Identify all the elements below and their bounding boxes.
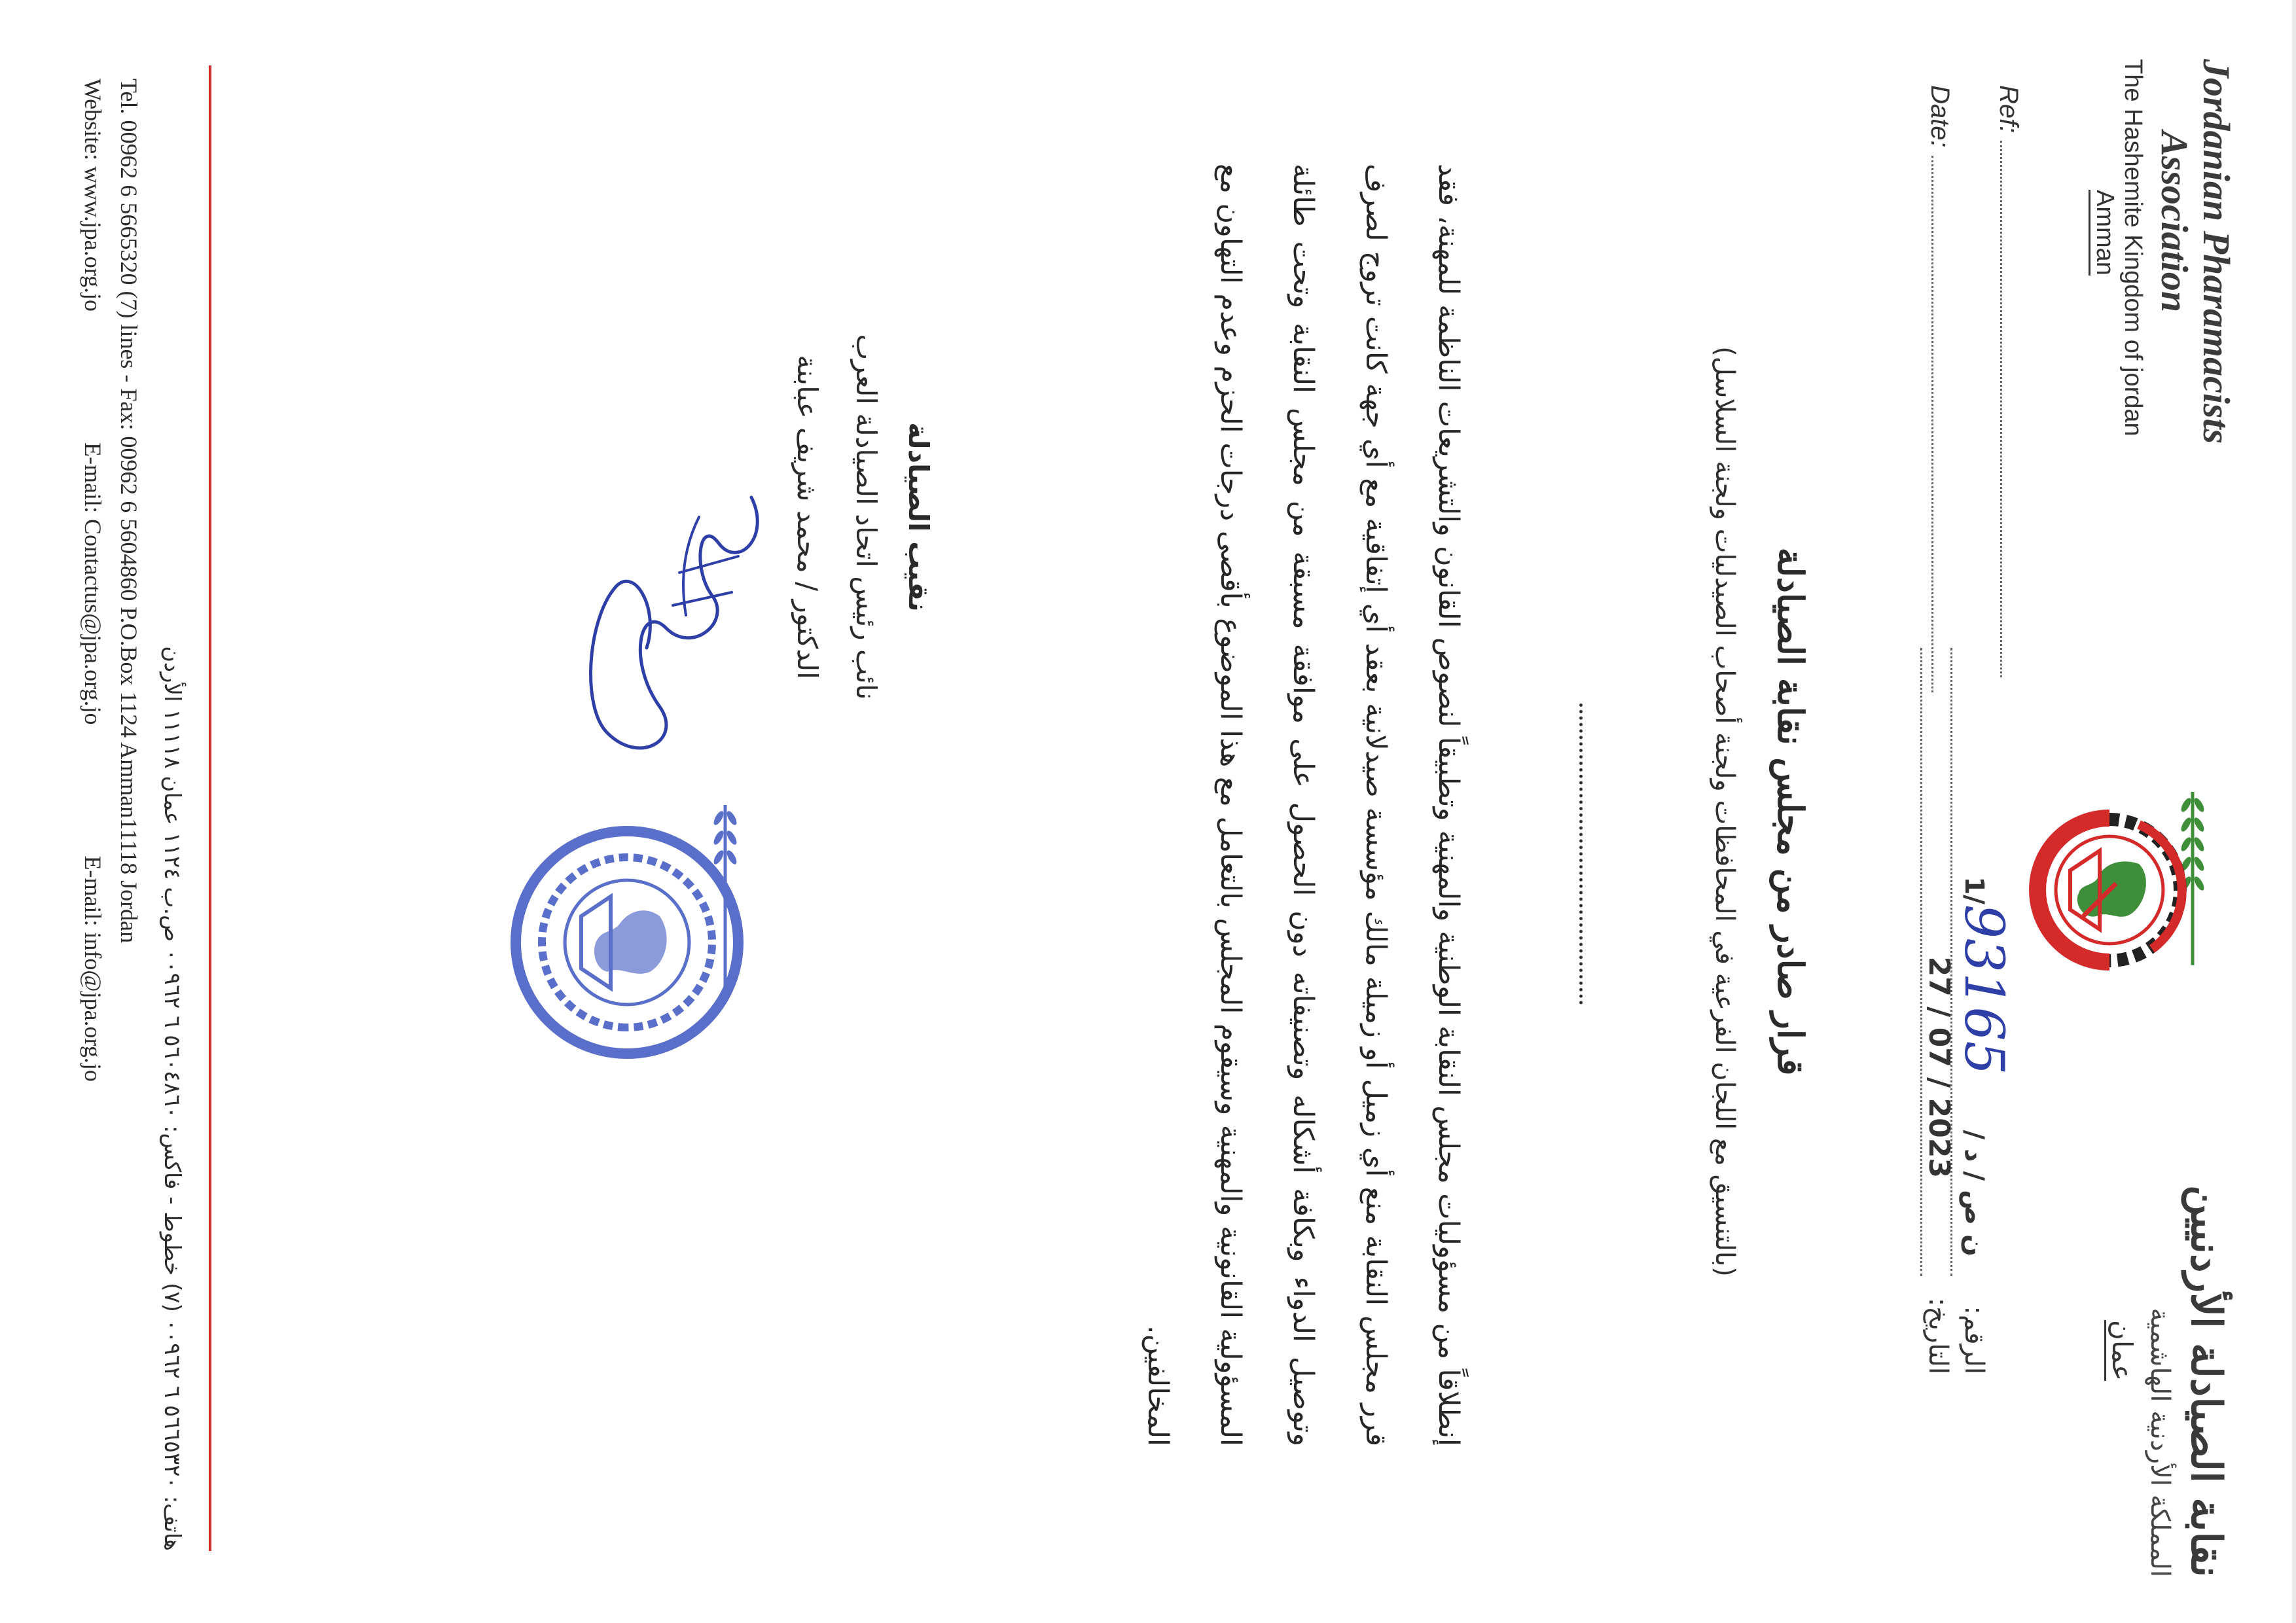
footer-contact-en: Tel. 00962 6 5665320 (7) lines - Fax: 00962 6 5604860 P.O.Box 1124 Amman11118 Jordan bbox=[116, 79, 142, 944]
org-name-ar: نقابة الصيادلة الأردنيين bbox=[2181, 1185, 2231, 1577]
reference-en bbox=[1994, 85, 2024, 740]
signatory-role: نائب رئيس اتحاد الصيادلة العرب bbox=[850, 334, 882, 700]
header-english bbox=[2089, 59, 2237, 530]
date-label-en: Date: bbox=[1926, 85, 1954, 148]
association-logo bbox=[2015, 753, 2250, 1027]
scan-edge bbox=[2292, 0, 2296, 1623]
reference-label-ar: الرقم: bbox=[1959, 1306, 1989, 1374]
footer-web bbox=[79, 79, 107, 1584]
date-label-ar: التاريخ: bbox=[1923, 1297, 1953, 1374]
signatory-title: نقيب الصيادلة bbox=[903, 422, 935, 612]
title-divider bbox=[1579, 704, 1583, 1005]
reference-line-en bbox=[2000, 141, 2024, 677]
country-ar: المملكة الأردنية الهاشمية bbox=[2145, 1308, 2176, 1577]
footer-email-contact: E-mail: Contactus@jpa.org.jo bbox=[80, 442, 106, 725]
city-ar: عمان bbox=[2104, 1320, 2138, 1381]
signatory-name: الدكتور / محمد شريف عبابنة bbox=[791, 355, 823, 679]
footer-rule bbox=[209, 65, 211, 1551]
reference-value bbox=[1950, 648, 2015, 1276]
date-en bbox=[1925, 85, 1956, 740]
date-text: 2023 / 07 / 27 bbox=[1922, 956, 1956, 1178]
date-value bbox=[1920, 648, 1956, 1276]
date-line-en bbox=[1931, 156, 1956, 692]
reference-label-en: Ref: bbox=[1994, 85, 2023, 134]
document-title: قرار صادر من مجلس نقابة الصيادلة bbox=[1770, 547, 1812, 1076]
footer-email-info: E-mail: info@jpa.org.jo bbox=[80, 855, 106, 1082]
reference-handwritten: 93165 bbox=[1952, 904, 2015, 1075]
kingdom-en: The Hashemite Kingdom of jordan bbox=[2119, 59, 2147, 437]
city-en: Amman bbox=[2089, 190, 2119, 276]
header-arabic bbox=[2104, 1041, 2231, 1577]
document-subtitle: (بالتنسيق مع اللجان الفرعية في المحافظات ولجنة أصحاب الصيدليات ولجنة السلاسل) bbox=[1710, 346, 1740, 1277]
footer-contact-ar: هاتف: ٥٦٦٥٣٢٠ ٦ ٠٠٩٦٢ (٧) خطوط - فاكس: ٥٦٠٤٨٦٠ ٦ ٠٠٩٦٢ ص.ب ١١٢٤ عمان ١١١١٨ الأردن bbox=[159, 646, 185, 1551]
document-body: إنطلاقاً من مسؤوليات مجلس النقابة الوطنية والمهنية وتطبيقاً لنصوص القانون والتشريعات الناظمة للمهنة، فقد قرر مجلس النقابة منع أي زميل أو زميلة مالك مؤسسة صيدلانية بعقد أي إتفاقية مع أي جهة كانت تروج لصرف وتوصيل الدواء وبكافة أشكاله وتصنيفاته دون الحصول على موافقة مسبقة من مجلس النقابة وتحت طائلة المسؤولية القانونية والمهنية وسيقوم المجلس بالتعامل مع هذا الموضوع بأقصى درجات الحزم وعدم التهاون مع المخالفين. bbox=[1141, 164, 1465, 1446]
handwritten-signature bbox=[568, 458, 778, 825]
footer-website: Website: www.jpa.org.jo bbox=[80, 79, 106, 312]
association-stamp bbox=[490, 779, 797, 1093]
org-name-en bbox=[2153, 59, 2237, 530]
org-name-en-line2: Association bbox=[2153, 131, 2197, 313]
org-name-en-line1: Jordanian Pharamacists bbox=[2195, 59, 2238, 444]
reference-number: ن ص / د / 1/ bbox=[1959, 876, 1989, 1257]
